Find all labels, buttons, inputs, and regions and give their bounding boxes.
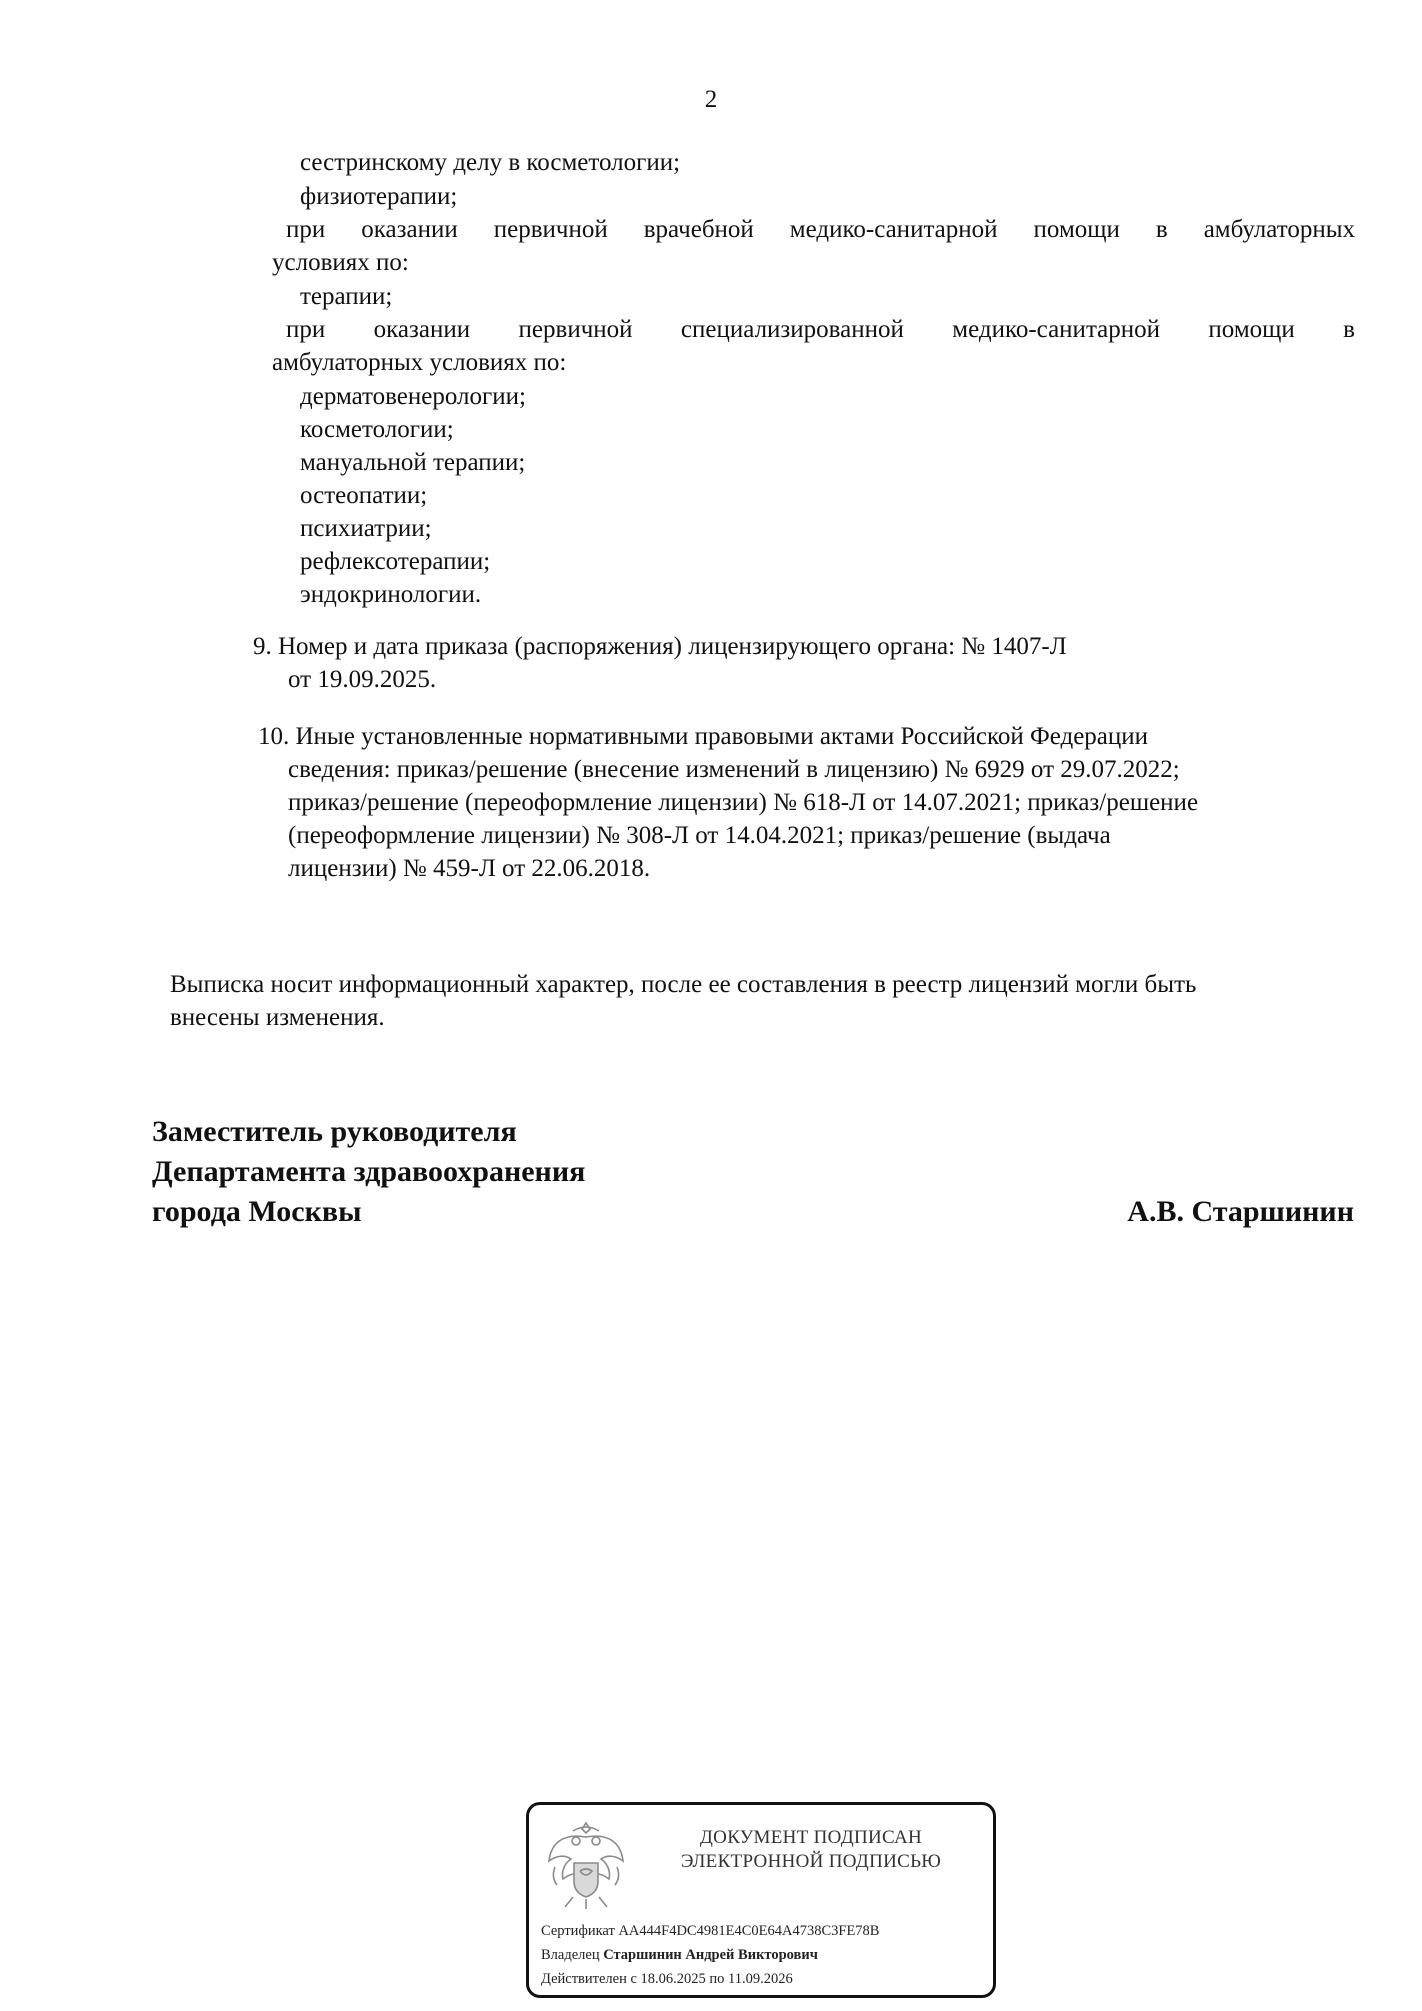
- list-item: дерматовенерологии;: [300, 383, 526, 410]
- signatory-title: Заместитель руководителя: [152, 1115, 517, 1148]
- list-item: остеопатии;: [300, 482, 428, 509]
- list-item: рефлексотерапии;: [300, 548, 491, 575]
- stamp-owner: [541, 1947, 818, 1964]
- stamp-certificate: [541, 1923, 879, 1940]
- section-10-line: 10. Иные установленные нормативными правовыми актами Российской Федерации: [258, 723, 1149, 750]
- section-10-line: приказ/решение (переоформление лицензии) № 618-Л от 14.07.2021; приказ/решение: [288, 789, 1199, 816]
- list-item: психиатрии;: [300, 515, 432, 542]
- stamp-valid-label: Действителен: [541, 1971, 627, 1987]
- paragraph-text: при оказании первичной специализированной медико-санитарной помощи в: [286, 316, 1355, 343]
- list-item: мануальной терапии;: [300, 449, 526, 476]
- signatory-title: города Москвы: [152, 1195, 362, 1228]
- stamp-cert-label: Сертификат: [541, 1923, 615, 1939]
- stamp-valid-value: с 18.06.2025 по 11.09.2026: [630, 1971, 793, 1987]
- section-9-line: от 19.09.2025.: [288, 666, 437, 693]
- coat-of-arms-icon: [543, 1817, 629, 1913]
- list-item: эндокринологии.: [300, 581, 482, 608]
- section-10-line: сведения: приказ/решение (внесение изменений в лицензию) № 6929 от 29.07.2022;: [288, 756, 1180, 783]
- stamp-cert-value: AA444F4DC4981E4C0E64A4738C3FE78B: [618, 1923, 880, 1939]
- e-signature-stamp: [526, 1802, 996, 1998]
- stamp-owner-value: Старшинин Андрей Викторович: [603, 1947, 818, 1963]
- section-10-line: лицензии) № 459-Л от 22.06.2018.: [288, 855, 651, 882]
- page-number: 2: [704, 86, 718, 113]
- stamp-owner-label: Владелец: [541, 1947, 600, 1963]
- paragraph-text: при оказании первичной врачебной медико-санитарной помощи в амбулаторных: [286, 216, 1355, 243]
- list-item: терапии;: [300, 283, 393, 310]
- list-item: косметологии;: [300, 416, 454, 443]
- list-item: физиотерапии;: [300, 183, 458, 210]
- paragraph-line: условиях по:: [272, 249, 409, 276]
- section-9-line: 9. Номер и дата приказа (распоряжения) лицензирующего органа: № 1407-Л: [253, 633, 1067, 660]
- paragraph-line: [286, 213, 1355, 246]
- note-line: внесены изменения.: [170, 1004, 385, 1031]
- section-10-line: (переоформление лицензии) № 308-Л от 14.04.2021; приказ/решение (выдача: [288, 822, 1111, 849]
- paragraph-line: амбулаторных условиях по:: [272, 349, 567, 376]
- stamp-heading: ДОКУМЕНТ ПОДПИСАН: [699, 1827, 923, 1848]
- stamp-heading: ЭЛЕКТРОННОЙ ПОДПИСЬЮ: [680, 1851, 942, 1872]
- note-line: Выписка носит информационный характер, после ее составления в реестр лицензий могли быть: [170, 971, 1197, 998]
- signatory-name: А.В. Старшинин: [1127, 1195, 1354, 1228]
- stamp-validity: [541, 1971, 793, 1988]
- list-item: сестринскому делу в косметологии;: [300, 149, 681, 176]
- paragraph-line: [286, 313, 1355, 346]
- signatory-title: Департамента здравоохранения: [152, 1155, 586, 1188]
